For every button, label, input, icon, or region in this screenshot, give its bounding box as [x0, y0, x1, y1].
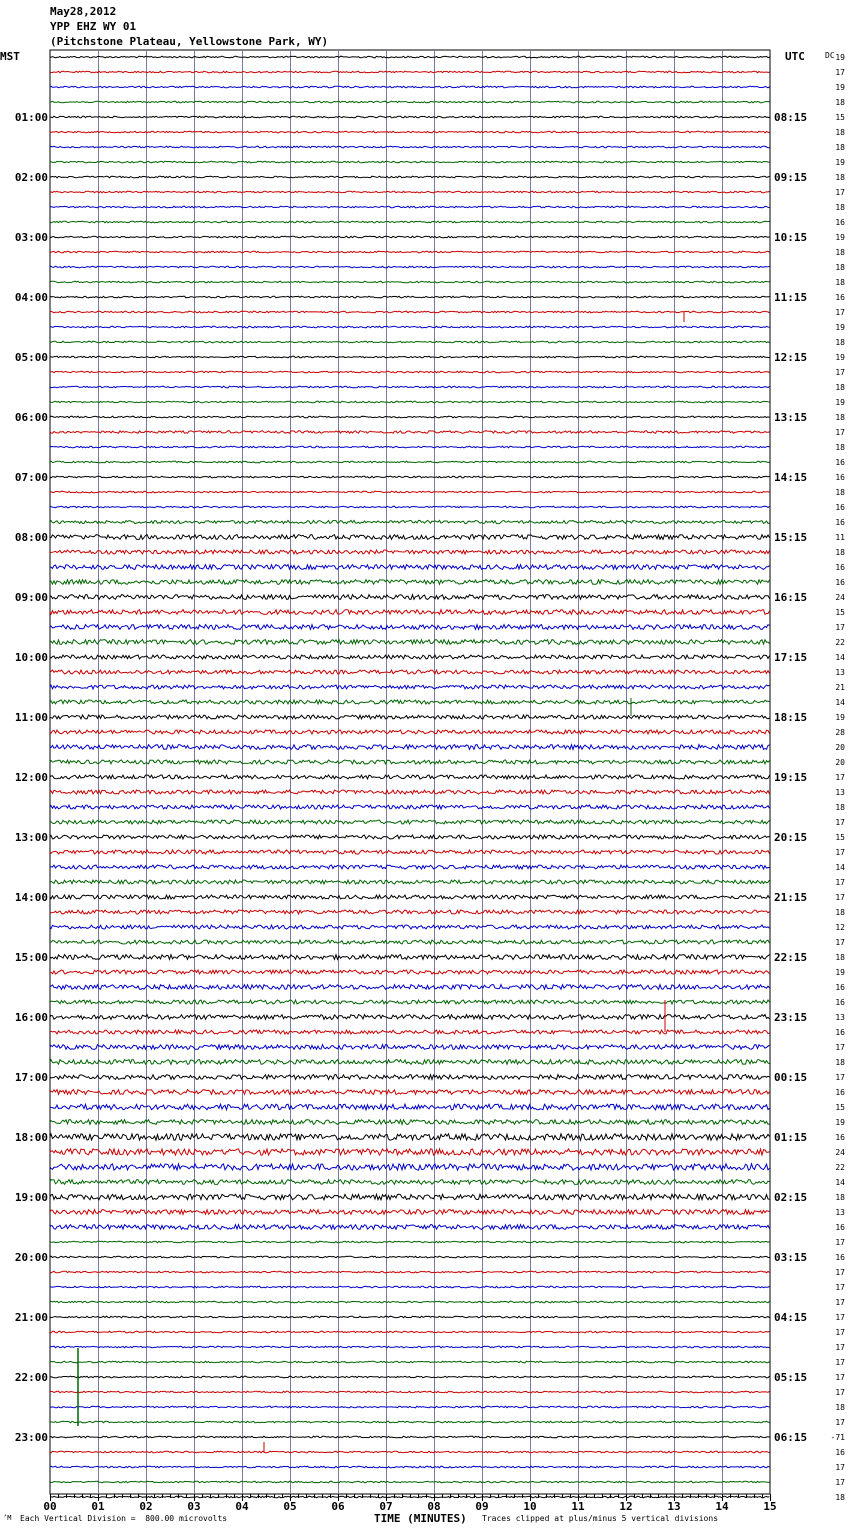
dc-offset-label: 16: [835, 1223, 845, 1232]
utc-hour-label: 04:15: [774, 1311, 808, 1324]
clip-note: Traces clipped at plus/minus 5 vertical divisions: [482, 1514, 719, 1523]
utc-hour-label: 16:15: [774, 591, 808, 604]
dc-offset-label: 13: [835, 668, 845, 677]
dc-offset-label: 14: [835, 863, 845, 872]
dc-offset-label: 17: [835, 818, 845, 827]
date-label: May28,2012: [50, 5, 117, 18]
trace-line: [50, 131, 770, 133]
dc-offset-label: 16: [835, 1028, 845, 1037]
mst-label: MST: [0, 50, 20, 63]
trace-line: [50, 880, 770, 884]
trace-line: [50, 1301, 770, 1303]
trace-line: [50, 820, 770, 824]
trace-line: [50, 1194, 770, 1200]
corner-mark: ’M: [3, 1514, 12, 1522]
dc-offset-label: 17: [835, 308, 845, 317]
dc-offset-label: 11: [835, 533, 845, 542]
location-label: (Pitchstone Plateau, Yellowstone Park, WY): [50, 35, 329, 48]
dc-offset-label: 19: [835, 968, 845, 977]
dc-offset-label: 17: [835, 893, 845, 902]
dc-offset-label: 19: [835, 233, 845, 242]
trace-line: [50, 1241, 770, 1243]
dc-offset-label: 17: [835, 773, 845, 782]
utc-hour-label: 11:15: [774, 291, 808, 304]
x-tick-label: 15: [763, 1500, 777, 1513]
dc-offset-label: 19: [835, 83, 845, 92]
utc-hour-label: 21:15: [774, 891, 808, 904]
dc-offset-label: 17: [835, 1358, 845, 1367]
dc-offset-label: 20: [835, 758, 845, 767]
trace-line: [50, 446, 770, 448]
dc-offset-label: 13: [835, 788, 845, 797]
dc-offset-label: 18: [835, 488, 845, 497]
mst-hour-label: 08:00: [14, 531, 48, 544]
utc-hour-label: 06:15: [774, 1431, 808, 1444]
trace-line: [50, 1000, 770, 1004]
utc-hour-label: 02:15: [774, 1191, 808, 1204]
dc-offset-label: 24: [835, 1148, 845, 1157]
trace-line: [50, 700, 770, 704]
trace-line: [50, 685, 770, 689]
dc-offset-label: 18: [835, 278, 845, 287]
x-tick-label: 07: [379, 1500, 393, 1513]
trace-line: [50, 461, 770, 463]
dc-offset-label: 18: [835, 128, 845, 137]
trace-line: [50, 925, 770, 929]
dc-offset-label: 15: [835, 113, 845, 122]
trace-line: [50, 670, 770, 674]
dc-offset-label: 18: [835, 173, 845, 182]
mst-hour-label: 21:00: [14, 1311, 48, 1324]
dc-offset-label: 16: [835, 1088, 845, 1097]
dc-offset-label: 13: [835, 1013, 845, 1022]
trace-line: [50, 1015, 770, 1020]
mst-hour-label: 20:00: [14, 1251, 48, 1264]
trace-line: [50, 1391, 770, 1393]
dc-offset-label: 17: [835, 188, 845, 197]
trace-line: [50, 311, 770, 313]
dc-offset-label: 19: [835, 1118, 845, 1127]
dc-offset-label: 18: [835, 203, 845, 212]
mst-hour-label: 19:00: [14, 1191, 48, 1204]
trace-line: [50, 506, 770, 508]
utc-hour-label: 08:15: [774, 111, 808, 124]
dc-offset-label: 14: [835, 653, 845, 662]
trace-line: [50, 910, 770, 914]
dc-offset-label: 17: [835, 623, 845, 632]
mst-hour-label: 13:00: [14, 831, 48, 844]
trace-line: [50, 625, 770, 630]
dc-offset-label: 18: [835, 1403, 845, 1412]
trace-line: [50, 356, 770, 358]
dc-offset-label: 12: [835, 923, 845, 932]
dc-offset-label: 18: [835, 263, 845, 272]
dc-offset-label: 18: [835, 338, 845, 347]
dc-offset-label: 19: [835, 713, 845, 722]
trace-line: [50, 805, 770, 809]
trace-line: [50, 86, 770, 88]
x-tick-label: 14: [715, 1500, 729, 1513]
dc-offset-label: 17: [835, 428, 845, 437]
trace-line: [50, 1104, 770, 1110]
trace-line: [50, 640, 770, 645]
trace-line: [50, 1225, 770, 1230]
x-tick-label: 09: [475, 1500, 489, 1513]
dc-offset-label: 19: [835, 323, 845, 332]
utc-hour-label: 18:15: [774, 711, 808, 724]
dc-offset-label: 18: [835, 548, 845, 557]
trace-line: [50, 416, 770, 418]
trace-line: [50, 1090, 770, 1095]
dc-offset-label: 18: [835, 413, 845, 422]
dc-offset-label: 17: [835, 1298, 845, 1307]
dc-offset-label: 17: [835, 68, 845, 77]
mst-hour-label: 23:00: [14, 1431, 48, 1444]
trace-line: [50, 1075, 770, 1080]
dc-offset-label: 17: [835, 1463, 845, 1472]
dc-offset-label: 17: [835, 1238, 845, 1247]
mst-hour-label: 07:00: [14, 471, 48, 484]
x-tick-label: 08: [427, 1500, 441, 1513]
mst-hour-label: 06:00: [14, 411, 48, 424]
mst-hour-label: 15:00: [14, 951, 48, 964]
utc-hour-label: 13:15: [774, 411, 808, 424]
trace-line: [50, 1406, 770, 1408]
trace-line: [50, 296, 770, 298]
trace-line: [50, 266, 770, 268]
utc-hour-label: 09:15: [774, 171, 808, 184]
trace-line: [50, 476, 770, 478]
trace-line: [50, 191, 770, 193]
utc-hour-label: 20:15: [774, 831, 808, 844]
mst-hour-label: 11:00: [14, 711, 48, 724]
trace-line: [50, 970, 770, 974]
dc-offset-label: 17: [835, 878, 845, 887]
utc-hour-label: 22:15: [774, 951, 808, 964]
dc-offset-label: 16: [835, 293, 845, 302]
x-tick-label: 02: [139, 1500, 153, 1513]
dc-offset-label: 16: [835, 1253, 845, 1262]
trace-line: [50, 491, 770, 493]
mst-hour-label: 10:00: [14, 651, 48, 664]
dc-offset-label: 17: [835, 938, 845, 947]
dc-offset-label: 18: [835, 443, 845, 452]
station-label: YPP EHZ WY 01: [50, 20, 137, 33]
dc-offset-label: 15: [835, 1103, 845, 1112]
trace-line: [50, 1436, 770, 1438]
utc-hour-label: 03:15: [774, 1251, 808, 1264]
trace-line: [50, 1451, 770, 1453]
dc-offset-label: 17: [835, 1478, 845, 1487]
trace-line: [50, 535, 770, 540]
trace-line: [50, 850, 770, 854]
trace-line: [50, 341, 770, 343]
trace-line: [50, 251, 770, 253]
trace-line: [50, 520, 770, 523]
dc-offset-label: 16: [835, 998, 845, 1007]
trace-line: [50, 865, 770, 869]
trace-line: [50, 1346, 770, 1348]
trace-line: [50, 176, 770, 178]
trace-line: [50, 146, 770, 148]
dc-offset-label: 17: [835, 1073, 845, 1082]
dc-offset-label: 13: [835, 1208, 845, 1217]
trace-line: [50, 775, 770, 779]
trace-line: [50, 550, 770, 554]
trace-line: [50, 386, 770, 388]
trace-line: [50, 56, 770, 58]
dc-offset-label: 18: [835, 1493, 845, 1502]
trace-line: [50, 955, 770, 960]
trace-line: [50, 715, 770, 719]
trace-line: [50, 565, 770, 570]
dc-offset-label: 16: [835, 503, 845, 512]
trace-line: [50, 595, 770, 600]
trace-line: [50, 1421, 770, 1423]
trace-line: [50, 206, 770, 208]
dc-offset-label: 17: [835, 1313, 845, 1322]
utc-label: UTC: [785, 50, 805, 63]
dc-offset-label: 17: [835, 1418, 845, 1427]
x-tick-label: 04: [235, 1500, 249, 1513]
dc-offset-label: 19: [835, 158, 845, 167]
dc-offset-label: 16: [835, 458, 845, 467]
trace-line: [50, 1120, 770, 1125]
mst-hour-label: 05:00: [14, 351, 48, 364]
utc-hour-label: 00:15: [774, 1071, 808, 1084]
mst-hour-label: 22:00: [14, 1371, 48, 1384]
trace-line: [50, 371, 770, 373]
dc-offset-label: 16: [835, 563, 845, 572]
mst-hour-label: 01:00: [14, 111, 48, 124]
utc-hour-label: 19:15: [774, 771, 808, 784]
dc-offset-label: 19: [835, 353, 845, 362]
mst-hour-label: 02:00: [14, 171, 48, 184]
dc-offset-label: 17: [835, 1283, 845, 1292]
trace-line: [50, 221, 770, 223]
trace-line: [50, 116, 770, 118]
utc-hour-label: 17:15: [774, 651, 808, 664]
dc-offset-label: 16: [835, 1448, 845, 1457]
trace-line: [50, 730, 770, 734]
trace-line: [50, 281, 770, 283]
trace-line: [50, 1256, 770, 1258]
dc-offset-label: 21: [835, 683, 845, 692]
trace-line: [50, 790, 770, 794]
dc-offset-label: 18: [835, 953, 845, 962]
trace-line: [50, 1361, 770, 1363]
dc-offset-label: 28: [835, 728, 845, 737]
trace-line: [50, 1496, 770, 1498]
trace-line: [50, 1271, 770, 1273]
trace-line: [50, 401, 770, 403]
trace-line: [50, 1060, 770, 1065]
trace-line: [50, 101, 770, 103]
scale-note: Each Vertical Division = 800.00 microvolts: [20, 1514, 228, 1523]
x-tick-label: 13: [667, 1500, 681, 1513]
dc-offset-label: 18: [835, 1193, 845, 1202]
trace-line: [50, 1164, 770, 1170]
dc-offset-label: 17: [835, 1343, 845, 1352]
x-tick-label: 10: [523, 1500, 537, 1513]
trace-line: [50, 1376, 770, 1378]
trace-line: [50, 895, 770, 899]
dc-offset-label: 17: [835, 1328, 845, 1337]
trace-line: [50, 1316, 770, 1318]
dc-offset-label: 18: [835, 803, 845, 812]
mst-hour-label: 14:00: [14, 891, 48, 904]
dc-offset-label: 18: [835, 98, 845, 107]
utc-hour-label: 01:15: [774, 1131, 808, 1144]
mst-hour-label: 04:00: [14, 291, 48, 304]
dc-offset-label: 16: [835, 983, 845, 992]
dc-offset-label: 16: [835, 1133, 845, 1142]
x-tick-label: 12: [619, 1500, 633, 1513]
trace-line: [50, 985, 770, 990]
x-tick-label: 03: [187, 1500, 201, 1513]
dc-header-label: DC: [825, 51, 835, 60]
dc-offset-label: 17: [835, 368, 845, 377]
trace-line: [50, 1134, 770, 1140]
utc-hour-label: 12:15: [774, 351, 808, 364]
trace-line: [50, 1149, 770, 1155]
dc-offset-label: 15: [835, 608, 845, 617]
dc-offset-label: 19: [835, 398, 845, 407]
utc-hour-label: 23:15: [774, 1011, 808, 1024]
utc-hour-label: 05:15: [774, 1371, 808, 1384]
dc-offset-label: -71: [830, 1433, 845, 1442]
utc-hour-label: 15:15: [774, 531, 808, 544]
mst-hour-label: 12:00: [14, 771, 48, 784]
mst-hour-label: 16:00: [14, 1011, 48, 1024]
x-tick-label: 05: [283, 1500, 297, 1513]
x-tick-label: 11: [571, 1500, 585, 1513]
dc-offset-label: 17: [835, 1373, 845, 1382]
x-tick-label: 01: [91, 1500, 105, 1513]
trace-line: [50, 1180, 770, 1185]
trace-line: [50, 161, 770, 163]
dc-offset-label: 18: [835, 143, 845, 152]
trace-line: [50, 760, 770, 764]
trace-line: [50, 610, 770, 615]
dc-offset-label: 16: [835, 518, 845, 527]
dc-offset-label: 14: [835, 698, 845, 707]
trace-line: [50, 71, 770, 73]
utc-hour-label: 10:15: [774, 231, 808, 244]
trace-line: [50, 1466, 770, 1468]
x-tick-label: 06: [331, 1500, 345, 1513]
x-tick-label: 00: [43, 1500, 57, 1513]
trace-line: [50, 1030, 770, 1034]
dc-offset-label: 16: [835, 473, 845, 482]
mst-hour-label: 09:00: [14, 591, 48, 604]
dc-offset-label: 17: [835, 1388, 845, 1397]
utc-hour-label: 14:15: [774, 471, 808, 484]
dc-offset-label: 17: [835, 1268, 845, 1277]
dc-offset-label: 17: [835, 1043, 845, 1052]
dc-offset-label: 16: [835, 218, 845, 227]
dc-offset-label: 16: [835, 578, 845, 587]
dc-offset-label: 17: [835, 848, 845, 857]
trace-line: [50, 835, 770, 839]
dc-offset-label: 18: [835, 248, 845, 257]
dc-offset-label: 20: [835, 743, 845, 752]
trace-line: [50, 1481, 770, 1483]
trace-line: [50, 940, 770, 944]
dc-offset-label: 19: [835, 53, 845, 62]
dc-offset-label: 15: [835, 833, 845, 842]
trace-line: [50, 1045, 770, 1050]
mst-hour-label: 17:00: [14, 1071, 48, 1084]
trace-line: [50, 236, 770, 238]
mst-hour-label: 03:00: [14, 231, 48, 244]
trace-line: [50, 655, 770, 659]
dc-offset-label: 22: [835, 638, 845, 647]
trace-line: [50, 580, 770, 585]
dc-offset-label: 18: [835, 1058, 845, 1067]
mst-hour-label: 18:00: [14, 1131, 48, 1144]
trace-line: [50, 745, 770, 750]
dc-offset-label: 18: [835, 908, 845, 917]
trace-line: [50, 326, 770, 328]
trace-line: [50, 1286, 770, 1288]
dc-offset-label: 14: [835, 1178, 845, 1187]
dc-offset-label: 18: [835, 383, 845, 392]
trace-line: [50, 1331, 770, 1333]
x-axis-title: TIME (MINUTES): [374, 1512, 467, 1525]
trace-line: [50, 1210, 770, 1215]
dc-offset-label: 24: [835, 593, 845, 602]
dc-offset-label: 22: [835, 1163, 845, 1172]
trace-line: [50, 431, 770, 433]
